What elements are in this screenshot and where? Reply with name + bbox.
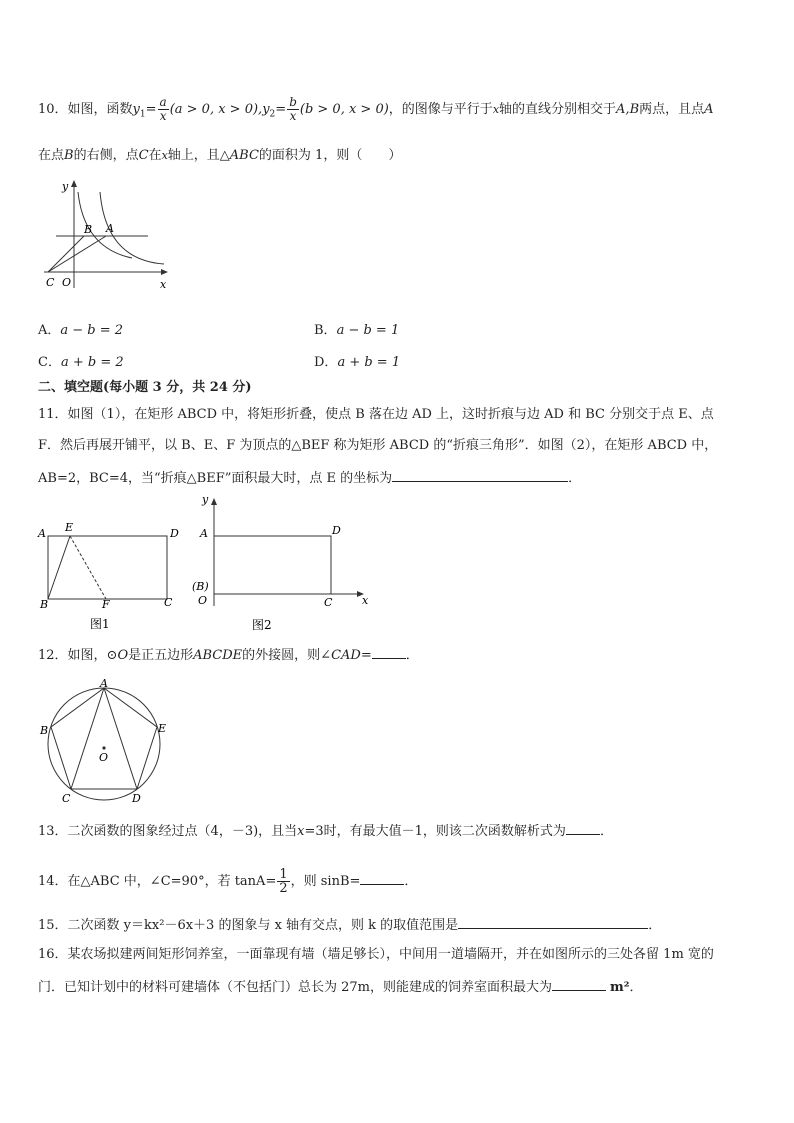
label-x: x <box>362 594 369 607</box>
q13-text: =3时，有最大值－1，则该二次函数解析式为 <box>304 824 566 839</box>
answer-blank <box>566 820 600 835</box>
answer-blank <box>372 644 406 659</box>
q11-line3 <box>38 467 581 489</box>
label-d: D <box>132 792 141 805</box>
o-symbol: O <box>117 648 129 663</box>
label-e: E <box>158 722 167 735</box>
abc-symbol: ABC <box>229 148 259 163</box>
q10-text: 轴的直线分别相交于 <box>499 102 617 117</box>
cad-symbol: CAD <box>331 648 361 663</box>
caption-fig1: 图1 <box>90 617 110 631</box>
segment-cb <box>48 236 84 272</box>
q11-line1: 11．如图（1），在矩形 ABCD 中，将矩形折叠，使点 B 落在边 AD 上，这时折痕与边 AD 和 BC 分别交于点 E、点 <box>38 407 714 422</box>
q10-number: 10．如图，函数 <box>38 102 133 117</box>
q13-text: 13．二次函数的图象经过点（4，－3)，且当 <box>38 824 298 839</box>
x-symbol: x <box>492 103 500 116</box>
label-c: C <box>164 596 173 609</box>
q10-text: 的右侧，点 <box>73 148 139 163</box>
answer-blank <box>360 870 404 885</box>
q16-line1: 16．某农场拟建两间矩形饲养室，一面靠现有墙（墙足够长），中间用一道墙隔开，并在如图所示的三处各留 1m 宽的 <box>38 947 714 962</box>
option-c-text: a + b = 2 <box>60 355 124 370</box>
segment-be <box>48 536 70 599</box>
label-a: A <box>200 527 208 540</box>
y-axis-arrow <box>71 180 77 187</box>
label-a: A <box>106 222 114 235</box>
q14-text: ，则 sinB= <box>290 874 361 889</box>
y2-symbol: y <box>262 102 270 117</box>
segment-ca <box>48 236 106 272</box>
q10-figure <box>38 178 178 293</box>
q12-end: ． <box>405 648 419 663</box>
q13-end: ． <box>599 824 613 839</box>
label-f: F <box>102 598 110 611</box>
circumcircle <box>48 688 160 800</box>
q13-line <box>38 820 613 842</box>
rect-abcd <box>48 536 167 599</box>
label-a: A <box>38 527 46 540</box>
b-symbol: B <box>64 148 74 163</box>
diagonal-ac <box>71 688 104 789</box>
y2-subscript: 2 <box>269 109 276 120</box>
label-d: D <box>170 527 179 540</box>
q11-text: AB=2，BC=4，当“折痕△BEF”面积最大时，点 E 的坐标为 <box>38 471 393 486</box>
option-a-text: a − b = 2 <box>60 323 124 338</box>
label-b-paren: (B) <box>192 580 209 593</box>
fraction-one-half: $\frac{1}{2}$ <box>279 867 288 896</box>
section-heading: 二、填空题(每小题 3 分，共 24 分) <box>38 380 252 395</box>
pentagon-abcde <box>51 688 157 789</box>
q10-line2 <box>38 146 401 166</box>
c-symbol: C <box>138 148 149 163</box>
q12-figure <box>36 676 170 810</box>
ab-symbol: A,B <box>616 102 640 117</box>
q10-text: 的面积为 1，则（ ） <box>258 148 402 163</box>
q10-line1 <box>38 96 714 125</box>
q14-end: ． <box>404 874 418 889</box>
q11-figure1 <box>34 522 184 634</box>
label-c: C <box>62 792 71 805</box>
condition-2: (b > 0, x > 0) <box>299 102 389 117</box>
q10-text: 在 <box>148 148 162 163</box>
option-d-label: D． <box>314 355 338 370</box>
rect-abcd <box>214 536 331 594</box>
equals: = <box>360 648 372 663</box>
label-b: B <box>40 598 49 611</box>
option-b-label: B． <box>314 323 337 338</box>
q12-text: 的外接圆，则∠ <box>242 648 332 663</box>
x-axis-arrow <box>161 269 168 275</box>
y1-symbol: y <box>132 102 140 117</box>
center-point <box>102 746 105 749</box>
a-symbol: A <box>704 102 714 117</box>
x-symbol: x <box>161 149 168 162</box>
label-x: x <box>160 278 167 291</box>
label-y: y <box>62 180 69 193</box>
q16-line2 <box>38 976 642 998</box>
crease-ef <box>70 536 106 599</box>
q14-text: 14．在△ABC 中，∠C=90°，若 tanA= <box>38 874 277 889</box>
diagonal-ad <box>104 688 137 789</box>
label-o: O <box>99 751 109 764</box>
option-a <box>38 321 123 341</box>
q10-text: 轴上，且△ <box>167 148 230 163</box>
q11-end: ． <box>568 471 582 486</box>
y1-subscript: 1 <box>139 109 146 120</box>
fraction-b-over-x: $\frac{b}{x}$ <box>289 95 297 123</box>
answer-blank <box>392 467 568 482</box>
q15-text: 15．二次函数 y＝kx²－6x＋3 的图象与 x 轴有交点，则 k 的取值范围是 <box>38 918 459 933</box>
label-o: O <box>198 594 208 607</box>
q16-text: 门．已知计划中的材料可建墙体（不包括门）总长为 27m，则能建成的饲养室面积最大为 <box>38 980 553 995</box>
q16-end: ． <box>629 980 643 995</box>
q11-line2: F．然后再展开铺平，以 B、E、F 为顶点的△BEF 称为矩形 ABCD 的“折痕三角形”．如图（2），在矩形 ABCD 中， <box>38 438 718 453</box>
label-c: C <box>324 596 333 609</box>
option-b-text: a − b = 1 <box>336 323 400 338</box>
q10-text: ，的图像与平行于 <box>388 102 493 117</box>
label-o: O <box>62 276 72 289</box>
option-c-label: C． <box>38 355 61 370</box>
option-d <box>314 353 400 373</box>
abcde-symbol: ABCDE <box>193 648 243 663</box>
label-b: B <box>84 223 93 236</box>
option-c <box>38 353 124 373</box>
label-c: C <box>46 276 55 289</box>
label-b: B <box>40 724 49 737</box>
label-e: E <box>65 522 74 534</box>
q14-line <box>38 868 417 895</box>
label-y: y <box>202 494 209 506</box>
option-a-label: A． <box>38 323 61 338</box>
q15-end: ． <box>648 918 662 933</box>
q10-text: 在点 <box>38 148 65 163</box>
label-d: D <box>332 524 341 537</box>
q12-text: 是正五边形 <box>128 648 194 663</box>
equals: = <box>145 102 157 117</box>
unit-m2: m² <box>610 980 630 995</box>
answer-blank <box>552 976 606 991</box>
fraction-a-over-x: $\frac{a}{x}$ <box>159 95 167 123</box>
condition-1: (a > 0, x > 0), <box>169 102 263 117</box>
x-symbol: x <box>297 824 305 839</box>
caption-fig2: 图2 <box>252 618 272 632</box>
q11-figure2 <box>190 494 380 634</box>
q12-text: 12．如图，⊙ <box>38 648 118 663</box>
q10-text: 两点，且点 <box>639 102 705 117</box>
option-d-text: a + b = 1 <box>337 355 401 370</box>
equals: = <box>275 102 287 117</box>
q15-line <box>38 914 661 936</box>
answer-blank <box>458 914 648 929</box>
label-a: A <box>100 677 108 690</box>
q12-line <box>38 644 419 666</box>
option-b <box>314 321 399 341</box>
y-axis-arrow <box>211 498 217 505</box>
